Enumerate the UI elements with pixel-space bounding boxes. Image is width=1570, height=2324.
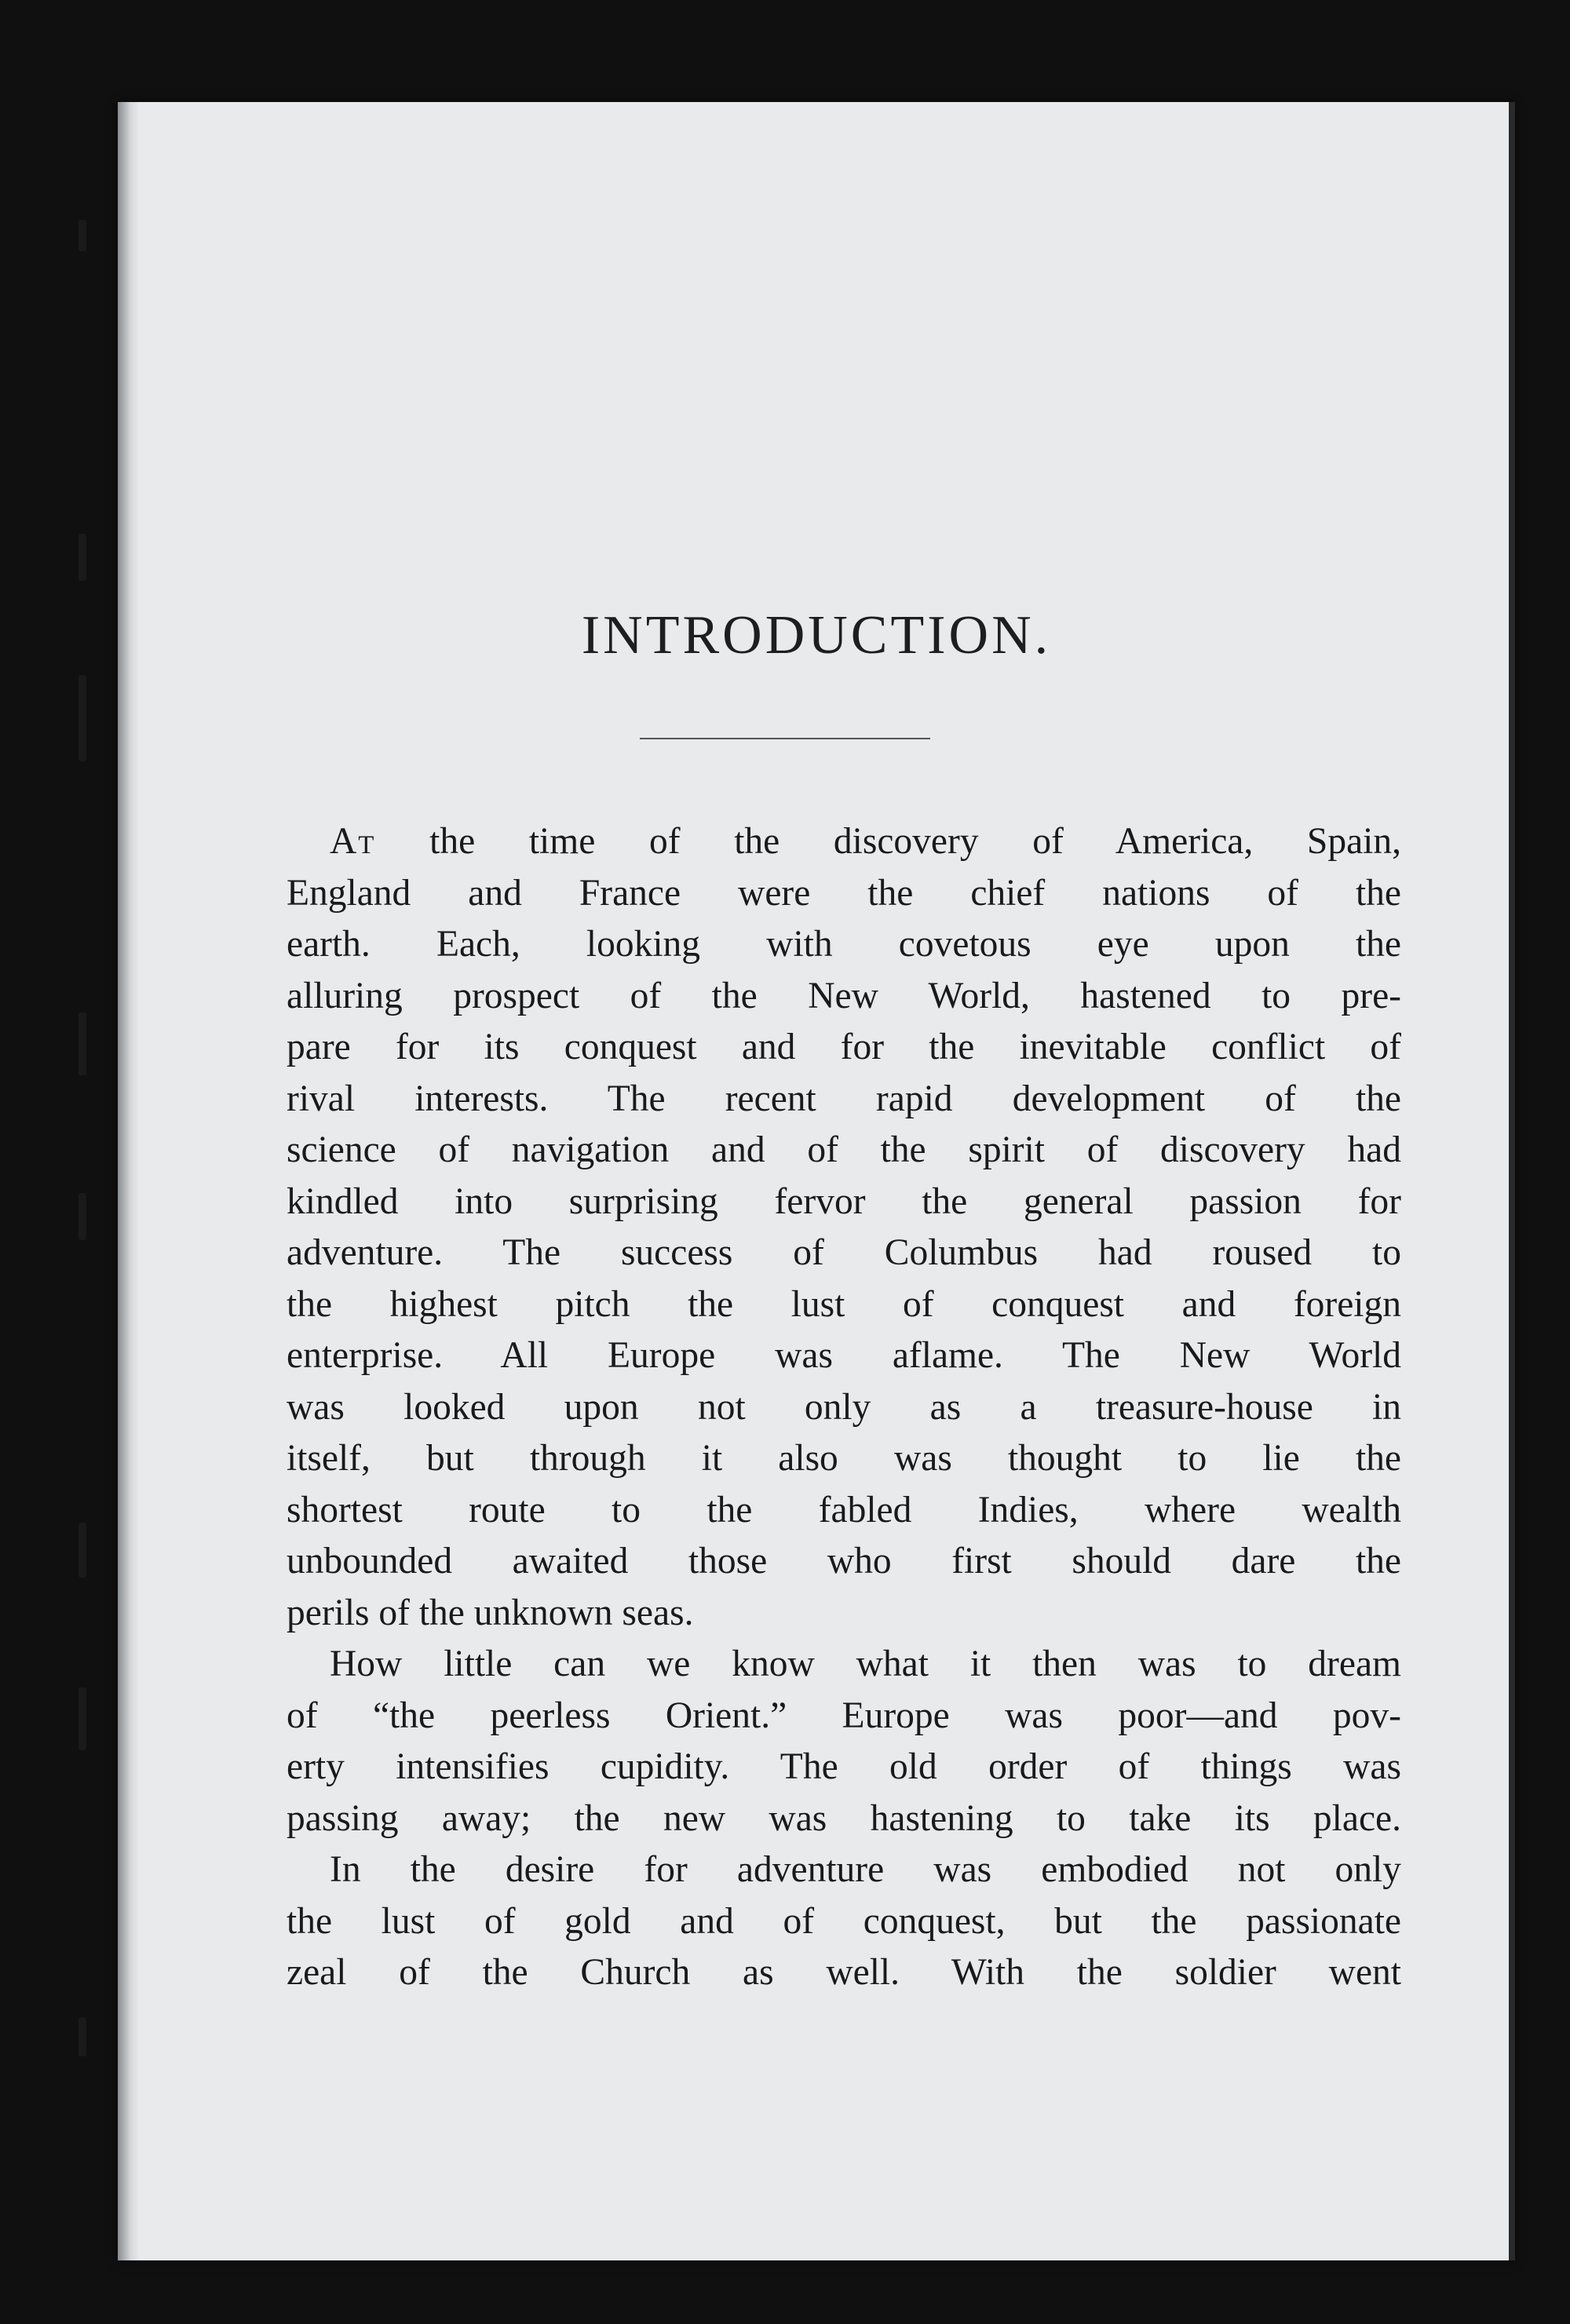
paragraph-3-line-1: In the desire for adventure was embodied not only: [330, 1849, 1401, 1890]
paragraph-1-line-11: enterprise. All Europe was aflame. The New World: [287, 1335, 1401, 1376]
paragraph-1-line-8: kindled into surprising fervor the general passion for: [287, 1180, 1401, 1222]
paragraph-1-line-12: was looked upon not only as a treasure-house in: [287, 1386, 1401, 1428]
paragraph-1-line-15: unbounded awaited those who first should dare the: [287, 1541, 1401, 1582]
paragraph-1-line-10: the highest pitch the lust of conquest and foreign: [287, 1283, 1401, 1325]
paragraph-lead-word: At: [330, 821, 376, 862]
paragraph-1-line-14: shortest route to the fabled Indies, where wealth: [287, 1489, 1401, 1530]
binding-mark: [78, 1193, 86, 1240]
binding-mark: [78, 2017, 86, 2056]
binding-mark: [78, 534, 86, 581]
page-binding-edge: [118, 102, 140, 2260]
binding-mark: [78, 220, 86, 251]
paragraph-1-line-4: alluring prospect of the New World, hastened to pre-: [287, 975, 1401, 1016]
paragraph-2-line-1: How little can we know what it then was to dream: [330, 1644, 1401, 1684]
binding-mark: [78, 1012, 86, 1075]
paragraph-1-line-5: pare for its conquest and for the inevitable conflict of: [287, 1027, 1401, 1067]
page-right-edge: [1509, 102, 1515, 2260]
paragraph-1-line-1: At the time of the discovery of America, Spain,: [330, 821, 1401, 862]
paragraph-1-line-13: itself, but through it also was thought to lie the: [287, 1438, 1401, 1479]
binding-mark: [78, 1687, 86, 1750]
paragraph-1-line-16: perils of the unknown seas.: [287, 1592, 694, 1633]
heading-rule: [640, 738, 930, 739]
book-page: [118, 102, 1515, 2260]
page-heading: INTRODUCTION.: [581, 605, 1052, 666]
paragraph-1-line-7: science of navigation and of the spirit of discovery had: [287, 1129, 1401, 1170]
paragraph-1-line-9: adventure. The success of Columbus had roused to: [287, 1232, 1401, 1273]
paragraph-3-line-2: the lust of gold and of conquest, but the passionate: [287, 1900, 1401, 1942]
paragraph-1-line-6: rival interests. The recent rapid development of the: [287, 1078, 1401, 1119]
paragraph-3-line-3: zeal of the Church as well. With the soldier went: [287, 1952, 1401, 1993]
paragraph-1-line-3: earth. Each, looking with covetous eye upon the: [287, 924, 1401, 965]
paragraph-2-line-4: passing away; the new was hastening to take its place.: [287, 1797, 1401, 1839]
paragraph-2-line-2: of “the peerless Orient.” Europe was poor—and pov-: [287, 1695, 1401, 1736]
body-text: [287, 816, 1401, 1999]
binding-mark: [78, 675, 86, 761]
binding-mark: [78, 1523, 86, 1578]
paragraph-2-line-3: erty intensifies cupidity. The old order of things was: [287, 1746, 1401, 1787]
paragraph-1-line-2: England and France were the chief nations of the: [287, 872, 1401, 914]
